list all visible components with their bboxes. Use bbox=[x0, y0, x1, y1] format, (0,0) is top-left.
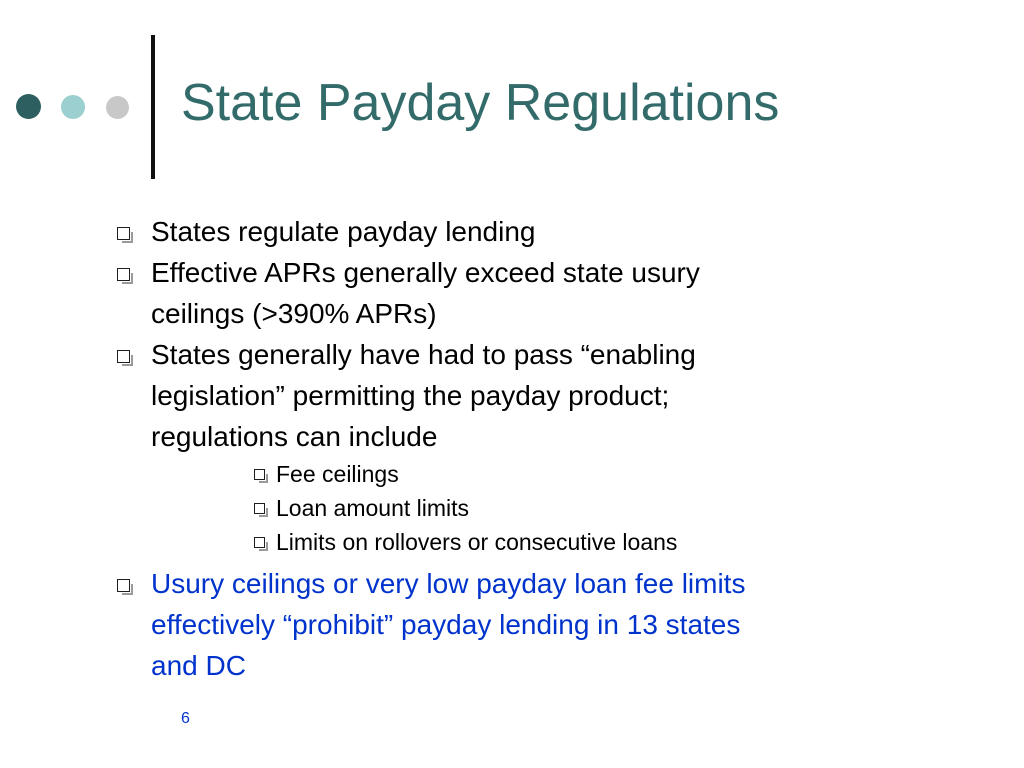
checkbox-bullet-icon bbox=[117, 227, 130, 240]
dark-teal-dot-icon bbox=[16, 94, 41, 119]
bullet-item-effective-aprs bbox=[115, 252, 915, 334]
sub-bullet-item-rollover-limits bbox=[151, 525, 915, 559]
sub-bullet-label: Limits on rollovers or consecutive loans bbox=[276, 529, 678, 555]
sub-bullet-label: Loan amount limits bbox=[276, 495, 470, 521]
highlight-bullet-line: effectively “prohibit” payday lending in 13 states bbox=[151, 609, 741, 640]
sub-bullet-item-loan-amount-limits bbox=[151, 491, 915, 525]
bullet-line: States generally have had to pass “enabling bbox=[151, 339, 696, 370]
bullet-list bbox=[115, 211, 915, 686]
bullet-line: legislation” permitting the payday product; bbox=[151, 380, 670, 411]
bullet-line: regulations can include bbox=[151, 421, 438, 452]
checkbox-bullet-icon bbox=[117, 268, 130, 281]
checkbox-bullet-icon bbox=[254, 537, 265, 548]
bullet-line: States regulate payday lending bbox=[151, 216, 536, 247]
checkbox-bullet-icon bbox=[254, 469, 265, 480]
bullet-line: Effective APRs generally exceed state usury bbox=[151, 257, 700, 288]
checkbox-bullet-icon bbox=[117, 579, 130, 592]
sub-bullet-item-fee-ceilings bbox=[151, 457, 915, 491]
checkbox-bullet-icon bbox=[117, 350, 130, 363]
highlight-bullet-line: and DC bbox=[151, 650, 246, 681]
sub-bullet-label: Fee ceilings bbox=[276, 461, 399, 487]
bullet-item-states-regulate bbox=[115, 211, 915, 252]
checkbox-bullet-icon bbox=[254, 503, 265, 514]
bullet-item-enabling-legislation bbox=[115, 334, 915, 559]
bullet-item-usury-ceilings bbox=[115, 563, 915, 686]
bullet-line: ceilings (>390% APRs) bbox=[151, 298, 437, 329]
light-teal-dot-icon bbox=[61, 95, 85, 119]
highlight-bullet-line: Usury ceilings or very low payday loan fee limits bbox=[151, 568, 746, 599]
page-number: 6 bbox=[181, 710, 190, 727]
sub-bullet-list bbox=[151, 457, 915, 559]
title-divider bbox=[151, 35, 155, 179]
slide-title: State Payday Regulations bbox=[181, 74, 780, 132]
gray-dot-icon bbox=[106, 96, 129, 119]
